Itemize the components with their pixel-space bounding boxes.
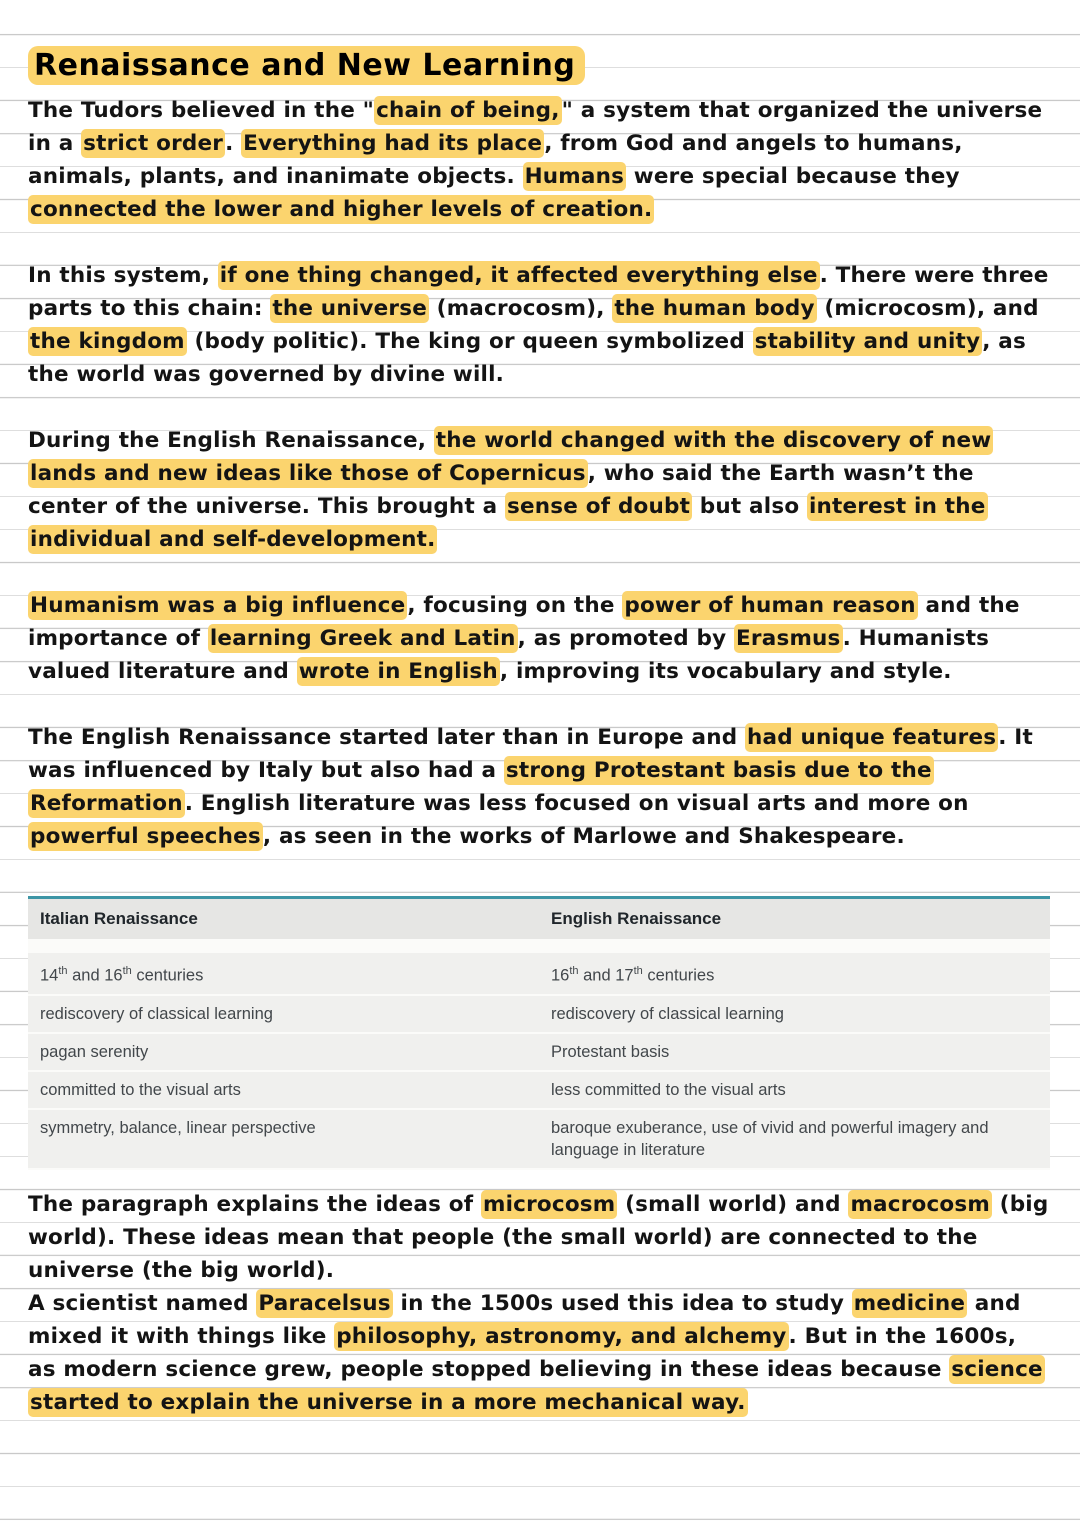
highlighted-text: Everything had its place (243, 131, 543, 156)
body-text: , as promoted by (517, 626, 735, 651)
body-text: (small world) and (617, 1191, 849, 1217)
paragraph (28, 1188, 1050, 1287)
table-header-italian-renaissance: Italian Renaissance (28, 898, 539, 947)
body-text: in the 1500s used this idea to study (392, 1290, 852, 1316)
highlighted-text: powerful speeches (30, 824, 261, 849)
body-text: " a system that organized the universe in a (28, 98, 1043, 156)
body-text: , who said the Earth wasn’t the center of the universe. This brought a (28, 461, 974, 519)
table-header-row (28, 898, 1050, 947)
highlighted-text: medicine (853, 1290, 966, 1316)
highlighted-text: philosophy, astronomy, and alchemy (336, 1323, 787, 1349)
body-text: . English literature was less focused on visual arts and more on (184, 791, 969, 816)
body-text: (macrocosm), (428, 296, 613, 321)
table-cell: baroque exuberance, use of vivid and powerful imagery and language in literature (539, 1109, 1050, 1169)
body-text: were special because they (626, 164, 960, 189)
table-header-english-renaissance: English Renaissance (539, 898, 1050, 947)
body-text: and mixed it with things like (28, 1290, 1021, 1349)
body-text: The paragraph explains the ideas of (28, 1191, 481, 1217)
paragraph (28, 1287, 1050, 1419)
highlighted-text: strong Protestant basis due to the Reformation (30, 758, 932, 816)
highlighted-text: strict order (83, 131, 224, 156)
highlighted-text: Humanism was a big influence (30, 593, 406, 618)
title-highlight: Renaissance and New Learning (28, 46, 585, 85)
closing-notes (28, 1188, 1050, 1419)
highlighted-text: connected the lower and higher levels of creation. (30, 197, 653, 222)
notes-body (28, 94, 1050, 853)
highlighted-text: the world changed with the discovery of new lands and new ideas like those of Copernicus (30, 428, 992, 486)
body-text: . It was influenced by Italy but also had a (28, 725, 1033, 783)
body-text: During the English Renaissance, (28, 428, 434, 453)
body-text: The English Renaissance started later than in Europe and (28, 725, 745, 750)
paragraph (28, 589, 1050, 688)
highlighted-text: chain of being, (376, 98, 560, 123)
paragraph (28, 424, 1050, 556)
body-text: (body politic). The king or queen symbolized (186, 329, 753, 354)
table-cell: symmetry, balance, linear perspective (28, 1109, 539, 1169)
table-cell: less committed to the visual arts (539, 1071, 1050, 1109)
paragraph (28, 259, 1050, 391)
table-row (28, 995, 1050, 1033)
highlighted-text: science started to explain the universe in a more mechanical way. (30, 1356, 1043, 1415)
body-text: , focusing on the (407, 593, 623, 618)
highlighted-text: sense of doubt (507, 494, 691, 519)
body-text: . (225, 131, 242, 156)
table-row (28, 946, 1050, 995)
body-text: (big world). These ideas mean that people (the small world) are connected to the universe (the big world). (28, 1191, 1049, 1283)
highlighted-text: Erasmus (736, 626, 841, 651)
body-text: A scientist named (28, 1290, 257, 1316)
table-cell: Protestant basis (539, 1033, 1050, 1071)
table-row (28, 1109, 1050, 1169)
paragraph (28, 94, 1050, 226)
body-text: , improving its vocabulary and style. (499, 659, 952, 684)
highlighted-text: Paracelsus (258, 1290, 391, 1316)
body-text: , from God and angels to humans, animals, plants, and inanimate objects. (28, 131, 963, 189)
table-row (28, 1033, 1050, 1071)
highlighted-text: macrocosm (850, 1191, 990, 1217)
table-row (28, 1071, 1050, 1109)
body-text: . There were three parts to this chain: (28, 263, 1049, 321)
body-text: but also (692, 494, 807, 519)
highlighted-text: the human body (614, 296, 815, 321)
highlighted-text: learning Greek and Latin (209, 626, 516, 651)
body-text: . Humanists valued literature and (28, 626, 990, 684)
highlighted-text: stability and unity (754, 329, 981, 354)
highlighted-text: power of human reason (624, 593, 916, 618)
highlighted-text: microcosm (483, 1191, 616, 1217)
table-cell: 16th and 17th centuries (539, 946, 1050, 995)
table-cell: 14th and 16th centuries (28, 946, 539, 995)
body-text: , as the world was governed by divine will. (28, 329, 1026, 387)
highlighted-text: if one thing changed, it affected everything else (219, 263, 818, 288)
body-text: The Tudors believed in the " (28, 98, 375, 123)
page-title (28, 44, 1050, 88)
body-text: , as seen in the works of Marlowe and Shakespeare. (262, 824, 905, 849)
paragraph (28, 721, 1050, 853)
comparison-table-section (28, 896, 1050, 1170)
body-text: and the importance of (28, 593, 1020, 651)
table-cell: rediscovery of classical learning (28, 995, 539, 1033)
table-cell: pagan serenity (28, 1033, 539, 1071)
highlighted-text: the kingdom (30, 329, 185, 354)
highlighted-text: had unique features (747, 725, 997, 750)
table-cell: committed to the visual arts (28, 1071, 539, 1109)
body-text: In this system, (28, 263, 218, 288)
renaissance-comparison-table (28, 896, 1050, 1170)
body-text: . But in the 1600s, as modern science grew, people stopped believing in these ideas because (28, 1323, 1017, 1382)
table-cell: rediscovery of classical learning (539, 995, 1050, 1033)
highlighted-text: wrote in English (298, 659, 498, 684)
highlighted-text: the universe (272, 296, 427, 321)
body-text: (microcosm), and (816, 296, 1039, 321)
highlighted-text: Humans (524, 164, 625, 189)
highlighted-text: interest in the individual and self-development. (30, 494, 986, 552)
